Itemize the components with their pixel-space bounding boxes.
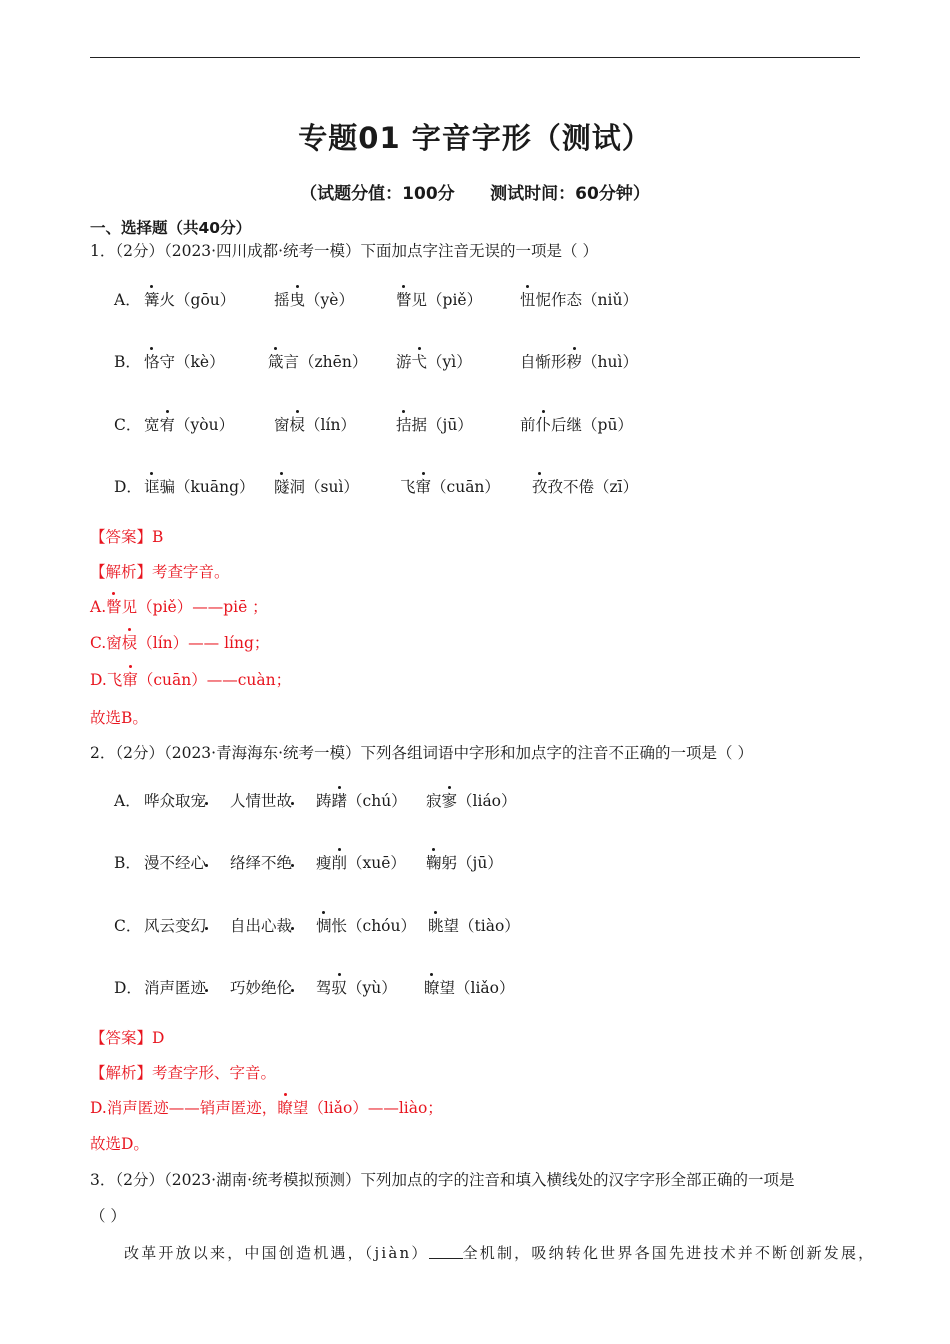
dotted-char: 拮 — [396, 416, 412, 434]
q1-option-label: C． — [114, 416, 142, 434]
q2-option-item — [144, 790, 206, 812]
q2-option-item — [316, 852, 406, 874]
q1-conclusion: 故选B。 — [90, 709, 148, 727]
q2-note — [90, 1097, 443, 1119]
item-pre: 络绎不绝 — [230, 854, 293, 872]
q1-option-item — [274, 414, 356, 436]
dotted-char: 宥 — [159, 416, 176, 434]
item-post: （yè） — [305, 291, 354, 309]
item-post: 火（gōu） — [159, 291, 236, 309]
q3-stem: 3．（2分）（2023·湖南·统考模拟预测）下列加点的字的注音和填入横线处的汉字字形全部正确的一项是 — [90, 1171, 795, 1189]
q2-option-label: B． — [114, 854, 141, 872]
item-post: （yì） — [427, 353, 472, 371]
item-pre: 人情世故 — [230, 792, 293, 810]
item-post: 洞（suì） — [289, 478, 359, 496]
dotted-char: 篝 — [144, 291, 160, 309]
q2-option-label: D． — [114, 979, 142, 997]
dotted-char: 瞭 — [424, 979, 440, 997]
q1-option-item — [144, 289, 235, 311]
q2-option-item — [428, 915, 520, 937]
item-pre: 前 — [520, 416, 536, 434]
dotted-char: 诓 — [144, 478, 160, 496]
dotted-char: 棂 — [121, 634, 138, 652]
q2-option-item — [424, 977, 515, 999]
q1-stem: 1．（2分）（2023·四川成都·统考一模）下面加点字注音无误的一项是（ ） — [90, 242, 598, 260]
q2-option-item — [316, 977, 397, 999]
item-pre: 踌 — [316, 792, 332, 810]
dotted-char: 窜 — [122, 671, 138, 689]
dotted-char: 窜 — [415, 478, 432, 496]
dotted-char: 恪 — [144, 353, 160, 371]
q2-option-label: A． — [114, 792, 141, 810]
item-post: 守（kè） — [159, 353, 225, 371]
dotted-char: 寥 — [441, 792, 458, 810]
item-pre: 漫不经心 — [144, 854, 207, 872]
q2-option-item — [230, 852, 292, 874]
item-pre: 驾 — [316, 979, 332, 997]
item-post: 骗（kuāng） — [159, 478, 255, 496]
note-pre: A. — [90, 598, 107, 616]
note-pre: C.窗 — [90, 634, 122, 652]
dotted-char: 瞥 — [106, 598, 122, 616]
item-post: （huì） — [582, 353, 638, 371]
dotted-char: 弋 — [411, 353, 428, 371]
dotted-char: 秽 — [566, 353, 583, 371]
q1-option-item — [520, 351, 638, 373]
q3-passage-pre: 改革开放以来，中国创造机遇，（jiàn） — [124, 1244, 429, 1262]
dotted-char: 孜 — [532, 478, 548, 496]
q1-option-item — [144, 351, 225, 373]
item-pre: 自惭形 — [520, 353, 567, 371]
item-pre: 瘦 — [316, 854, 332, 872]
q2-option-label: C． — [114, 917, 142, 935]
item-post: 言（zhēn） — [283, 353, 368, 371]
item-pre: 窗 — [274, 416, 290, 434]
dotted-char: 棂 — [289, 416, 306, 434]
item-pre: 摇 — [274, 291, 290, 309]
item-pre: 风云变幻 — [144, 917, 207, 935]
q2-option-item — [316, 790, 407, 812]
dotted-char: 仆 — [535, 416, 552, 434]
item-post: 怩作态（niǔ） — [535, 291, 638, 309]
section-heading: 一、选择题（共40分） — [90, 219, 252, 237]
q1-option-item — [144, 476, 255, 498]
q2-option-item — [230, 915, 292, 937]
dotted-char: 惆 — [316, 917, 332, 935]
q3-blank — [429, 1244, 463, 1259]
q2-answer: 【答案】D — [90, 1029, 165, 1047]
item-post: （yù） — [347, 979, 397, 997]
dotted-char: 忸 — [520, 291, 536, 309]
q2-option-item — [144, 915, 206, 937]
header-rule — [90, 57, 860, 58]
dotted-char: 驭 — [331, 979, 348, 997]
dotted-char: 曳 — [289, 291, 306, 309]
q1-option-item — [274, 476, 359, 498]
q1-analysis: 【解析】考查字音。 — [90, 563, 230, 581]
item-post: 后继（pū） — [551, 416, 633, 434]
q2-stem: 2．（2分）（2023·青海海东·统考一模）下列各组词语中字形和加点字的注音不正确的一项是（ ） — [90, 744, 753, 762]
item-pre: 飞 — [400, 478, 416, 496]
q1-note — [90, 596, 268, 618]
q2-option-item — [144, 977, 206, 999]
q1-option-item — [274, 289, 354, 311]
q3-passage-post: 全机制，吸纳转化世界各国先进技术并不断创新发展， — [462, 1244, 876, 1262]
note-post: 见（piě）——piē ； — [121, 598, 268, 616]
item-post: （cuān） — [431, 478, 500, 496]
q2-option-item — [316, 915, 416, 937]
page-title: 专题01 字音字形（测试） — [298, 121, 652, 155]
note-post: （cuān）——cuàn； — [137, 671, 292, 689]
item-pre: 宽 — [144, 416, 160, 434]
q3-passage — [124, 1242, 875, 1263]
q1-answer: 【答案】B — [90, 528, 164, 546]
q2-option-item — [230, 977, 292, 999]
q1-option-item — [400, 476, 500, 498]
q1-option-item — [396, 351, 472, 373]
q3-paren: （ ） — [90, 1207, 126, 1225]
q2-conclusion: 故选D。 — [90, 1135, 149, 1153]
q2-note-pre: D.消声匿迹——销声匿迹， — [90, 1099, 278, 1117]
item-post: （liáo） — [457, 792, 517, 810]
q1-option-item — [396, 414, 473, 436]
item-post: 望（liǎo） — [439, 979, 515, 997]
item-post: （lín） — [305, 416, 356, 434]
item-post: 躬（jū） — [441, 854, 503, 872]
dotted-char: 躇 — [331, 792, 348, 810]
dotted-char: 鞠 — [426, 854, 442, 872]
q1-option-label: B． — [114, 353, 141, 371]
item-post: 见（piě） — [411, 291, 483, 309]
page-subtitle: （试题分值：100分 测试时间：60分钟） — [300, 184, 650, 204]
q1-option-item — [396, 289, 482, 311]
q2-option-item — [426, 790, 517, 812]
note-pre: D.飞 — [90, 671, 123, 689]
item-pre: 游 — [396, 353, 412, 371]
item-post: 孜不倦（zī） — [547, 478, 639, 496]
item-pre: 哗众取宠 — [144, 792, 207, 810]
item-pre: 消声匿迹 — [144, 979, 207, 997]
q1-option-item — [268, 351, 367, 373]
q1-option-item — [144, 414, 234, 436]
item-post: 望（tiào） — [443, 917, 520, 935]
q1-option-item — [532, 476, 638, 498]
q1-note — [90, 632, 269, 654]
q1-option-label: D． — [114, 478, 142, 496]
q2-note-post: 望（liǎo）——liào； — [292, 1099, 443, 1117]
q2-note-dotted: 瞭 — [277, 1099, 293, 1117]
item-pre: 自出心裁 — [230, 917, 293, 935]
q2-option-item — [230, 790, 292, 812]
item-post: （yòu） — [175, 416, 235, 434]
dotted-char: 瞥 — [396, 291, 412, 309]
item-post: 据（jū） — [411, 416, 473, 434]
dotted-char: 眺 — [428, 917, 444, 935]
item-post: （xuē） — [347, 854, 406, 872]
q1-option-item — [520, 414, 633, 436]
dotted-char: 隧 — [274, 478, 290, 496]
dotted-char: 削 — [331, 854, 348, 872]
item-pre: 巧妙绝伦 — [230, 979, 293, 997]
q2-option-item — [426, 852, 503, 874]
item-post: （chú） — [347, 792, 407, 810]
item-post: 怅（chóu） — [331, 917, 416, 935]
q1-option-item — [520, 289, 638, 311]
item-pre: 寂 — [426, 792, 442, 810]
q1-note — [90, 669, 291, 691]
q1-option-label: A． — [114, 291, 141, 309]
q2-option-item — [144, 852, 206, 874]
note-post: （lín）—— líng； — [137, 634, 270, 652]
q2-analysis: 【解析】考查字形、字音。 — [90, 1064, 277, 1082]
dotted-char: 箴 — [268, 353, 284, 371]
